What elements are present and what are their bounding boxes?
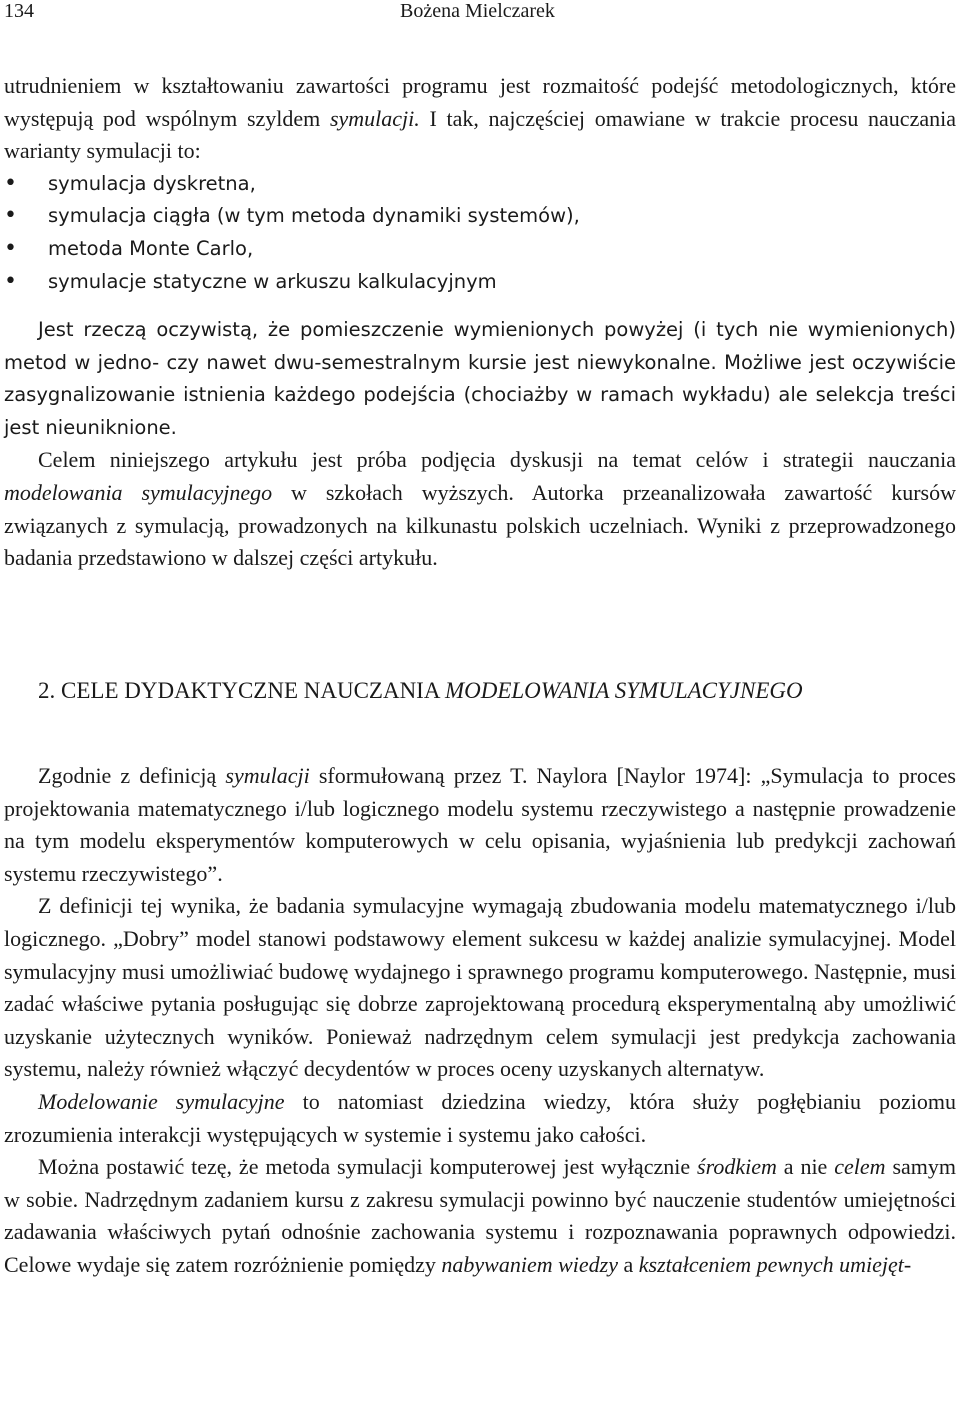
list-item: • symulacja ciągła (w tym metoda dynamiki systemów), bbox=[4, 200, 956, 233]
paragraph-celem: Celem niniejszego artykułu jest próba podjęcia dyskusji na temat celów i strategii nauczania modelowania symulacyjnego w szkołach wyższych. Autorka przeanalizowała zawartość kursów związanych z symulacją, prowadzonych na kilkunastu polskich uczelniach. Wyniki z przeprowadzonego badania przedstawiono w dalszej części artykułu. bbox=[4, 447, 956, 571]
list-item: • metoda Monte Carlo, bbox=[4, 233, 956, 266]
list-item: • symulacje statyczne w arkuszu kalkulacyjnym bbox=[4, 266, 956, 299]
running-header bbox=[4, 0, 952, 28]
running-author: Bożena Mielczarek bbox=[400, 0, 555, 22]
list-item: • symulacja dyskretna, bbox=[4, 168, 956, 201]
paragraph-mozna: Można postawić tezę, że metoda symulacji komputerowej jest wyłącznie środkiem a nie celem samym w sobie. Nadrzędnym zadaniem kursu z zakresu symulacji powinno być nauczenie studentów umiejętności zadawania właściwych pytań odnośnie zachowania systemu i rozpoznawania poprawnych odpowiedzi. Celowe wydaje się zatem rozróżnienie pomiędzy nabywaniem wiedzy a kształceniem pewnych umiejęt- bbox=[4, 1154, 956, 1277]
page-number: 134 bbox=[4, 0, 34, 22]
section-heading: 2. CELE DYDAKTYCZNE NAUCZANIA MODELOWANIA SYMULACYJNEGO bbox=[38, 678, 803, 703]
intro-block bbox=[4, 70, 956, 298]
paragraph-definicji: Z definicji tej wynika, że badania symulacyjne wymagają zbudowania modelu matematycznego i/lub logicznego. „Dobry” model stanowi podstawowy element sukcesu w każdej analizie symulacyjnej. Model symulacyjny musi umożliwiać budowę wydajnego i sprawnego programu komputerowego. Następnie, musi zadać właściwe pytania posługując się dobrze zaprojektowaną procedurą eksperymentalną aby umożliwić uzyskanie użytecznych wyników. Ponieważ nadrzędnym celem symulacji jest predykcja zachowania systemu, należy również włączyć decydentów w proces oceny uzyskanych alternatyw. bbox=[4, 893, 956, 1082]
block-section-2 bbox=[4, 760, 956, 1282]
paragraph-zgodnie: Zgodnie z definicją symulacji sformułowaną przez T. Naylora [Naylor 1974]: „Symulacja to proces projektowania matematycznego i/lub logicznego modelu systemu rzeczywistego a następnie prowadzenie na tym modelu eksperymentów komputerowych w celu opisania, wyjaśnienia lub predykcji zachowań systemu rzeczywistego”. bbox=[4, 763, 956, 886]
intro-paragraph: utrudnieniem w kształtowaniu zawartości programu jest rozmaitość podejść metodologicznych, które występują pod wspólnym szyldem symulacji. I tak, najczęściej omawiane w trakcie procesu nauczania warianty symulacji to: bbox=[4, 73, 956, 164]
block-jest bbox=[4, 314, 956, 575]
methods-list bbox=[4, 168, 956, 298]
paragraph-modelowanie: Modelowanie symulacyjne to natomiast dziedzina wiedzy, która służy pogłębianiu poziomu zrozumienia interakcji występujących w systemie i systemu jako całości. bbox=[4, 1088, 956, 1147]
paragraph-jest: Jest rzeczą oczywistą, że pomieszczenie wymienionych powyżej (i tych nie wymienionych) metod w jedno- czy nawet dwu-semestralnym kursie jest niewykonalne. Możliwe jest oczywiście zasygnalizowanie istnienia każdego podejścia (chociażby w ramach wykładu) ale selekcja treści jest nieuniknione. bbox=[4, 318, 956, 439]
